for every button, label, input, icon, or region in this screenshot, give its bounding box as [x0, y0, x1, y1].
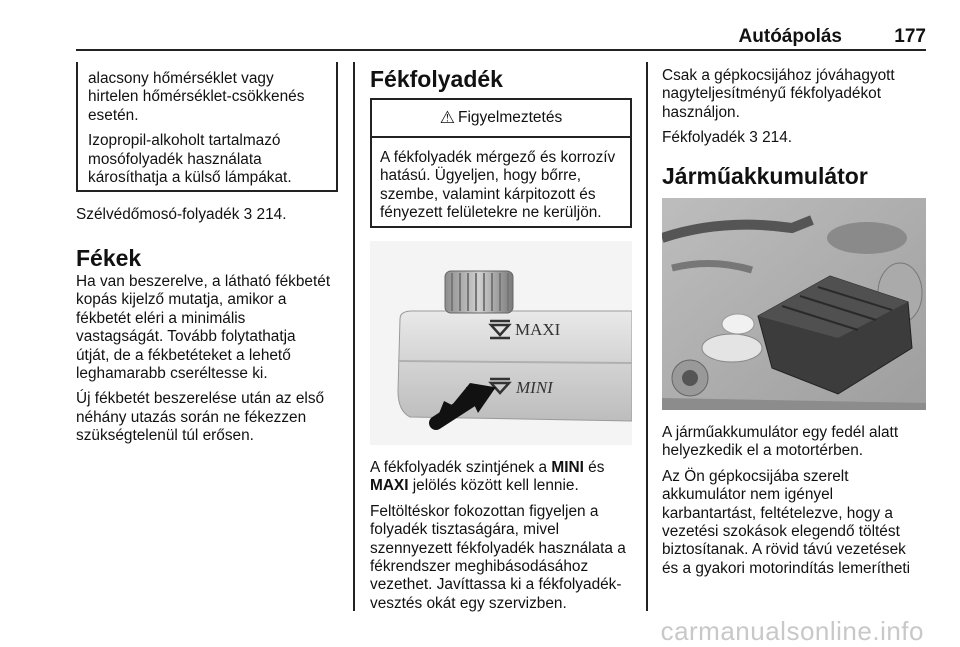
- battery-engine-bay-image: [662, 198, 926, 410]
- min-label: MINI: [516, 378, 553, 397]
- warning-text: A fékfolyadék mérgező és korrozív hatású. Ügyeljen, hogy bőrre, szembe, valamint kárpitozott és fényezett felületekre ne kerüljön.: [380, 149, 616, 222]
- approved-fluid-paragraph: Csak a gépkocsijához jóváhagyott nagyteljesítményű fékfolyadékot használjon.: [662, 67, 895, 121]
- continued-note-box: [76, 62, 338, 192]
- brake-fluid-ref: [662, 129, 932, 147]
- warning-title: Figyelmeztetés: [458, 109, 563, 126]
- col3-top-text: [662, 67, 932, 155]
- battery-paragraph-2: Az Ön gépkocsijába szerelt akkumulátor nem igényel karbantartást, feltételezve, hogy a vezetési szokások elegendő töltést biztosítanak. A rövid távú vezetések és a gyakori motorindítás lemerítheti: [662, 467, 911, 577]
- brakes-paragraph-1: Ha van beszerelve, a látható fékbetét kopás kijelző mutatja, amikor a fékbetét eléri a minimális vastagságát. Tovább folytathatja útját, de a fékbetéteket a lehető leghamarabb cseréltesse ki.: [76, 273, 331, 383]
- note-paragraph-2: Izopropil-alkoholt tartalmazó mosófolyadék használata károsíthatja a külső lámpákat.: [88, 132, 292, 187]
- page-header: [76, 26, 926, 48]
- watermark: carmanualsonline.info: [660, 616, 924, 646]
- battery-text: [662, 424, 934, 585]
- brake-fluid-paragraph-2: Feltöltéskor fokozottan figyeljen a folyadék tisztaságára, mivel szennyezett fékfolyadék használata a fékrendszer meghibásodásához vezethet. Javíttassa ki a fékfolyadék- vesztés okát egy szervizben.: [370, 502, 626, 612]
- page-number: 177: [894, 26, 926, 47]
- battery-paragraph-1: A járműakkumulátor egy fedél alatt helyezkedik el a motortérben.: [662, 424, 899, 460]
- col1-ref: [76, 206, 346, 224]
- brake-fluid-reservoir-image: [370, 241, 632, 445]
- brake-fluid-paragraph-1: A fékfolyadék szintjének a MINI és MAXI jelölés között kell lennie.: [370, 459, 605, 495]
- brake-fluid-ref-link[interactable]: Fékfolyadék 3 214.: [662, 129, 793, 147]
- maxi-term: MAXI: [370, 477, 409, 495]
- warning-header: [372, 100, 630, 138]
- brakes-paragraph-2: Új fékbetét beszerelése után az első néhány utazás során ne fékezzen szükségtelenül túl erősen.: [76, 390, 325, 445]
- header-rule: [76, 49, 926, 51]
- reservoir-illustration: [370, 241, 632, 445]
- note-paragraph-1: alacsony hőmérséklet vagy hirtelen hőmérséklet-csökkenés esetén.: [88, 70, 305, 124]
- brakes-text: [76, 273, 351, 453]
- column-divider-1: [353, 62, 355, 611]
- engine-bay-illustration: [662, 198, 926, 410]
- battery-heading: Járműakkumulátor: [662, 163, 868, 189]
- warning-box: [370, 98, 632, 228]
- brakes-heading: Fékek: [76, 245, 142, 271]
- mini-term: MINI: [551, 459, 584, 476]
- brake-fluid-text: [370, 459, 642, 620]
- washer-fluid-ref-link[interactable]: Szélvédőmosó-folyadék 3 214.: [76, 206, 287, 223]
- max-label: MAXI: [515, 320, 561, 339]
- page-title: Autóápolás: [738, 26, 842, 47]
- warning-triangle-icon: ⚠: [439, 108, 455, 127]
- brake-fluid-heading: Fékfolyadék: [370, 66, 503, 92]
- column-divider-2: [646, 62, 648, 611]
